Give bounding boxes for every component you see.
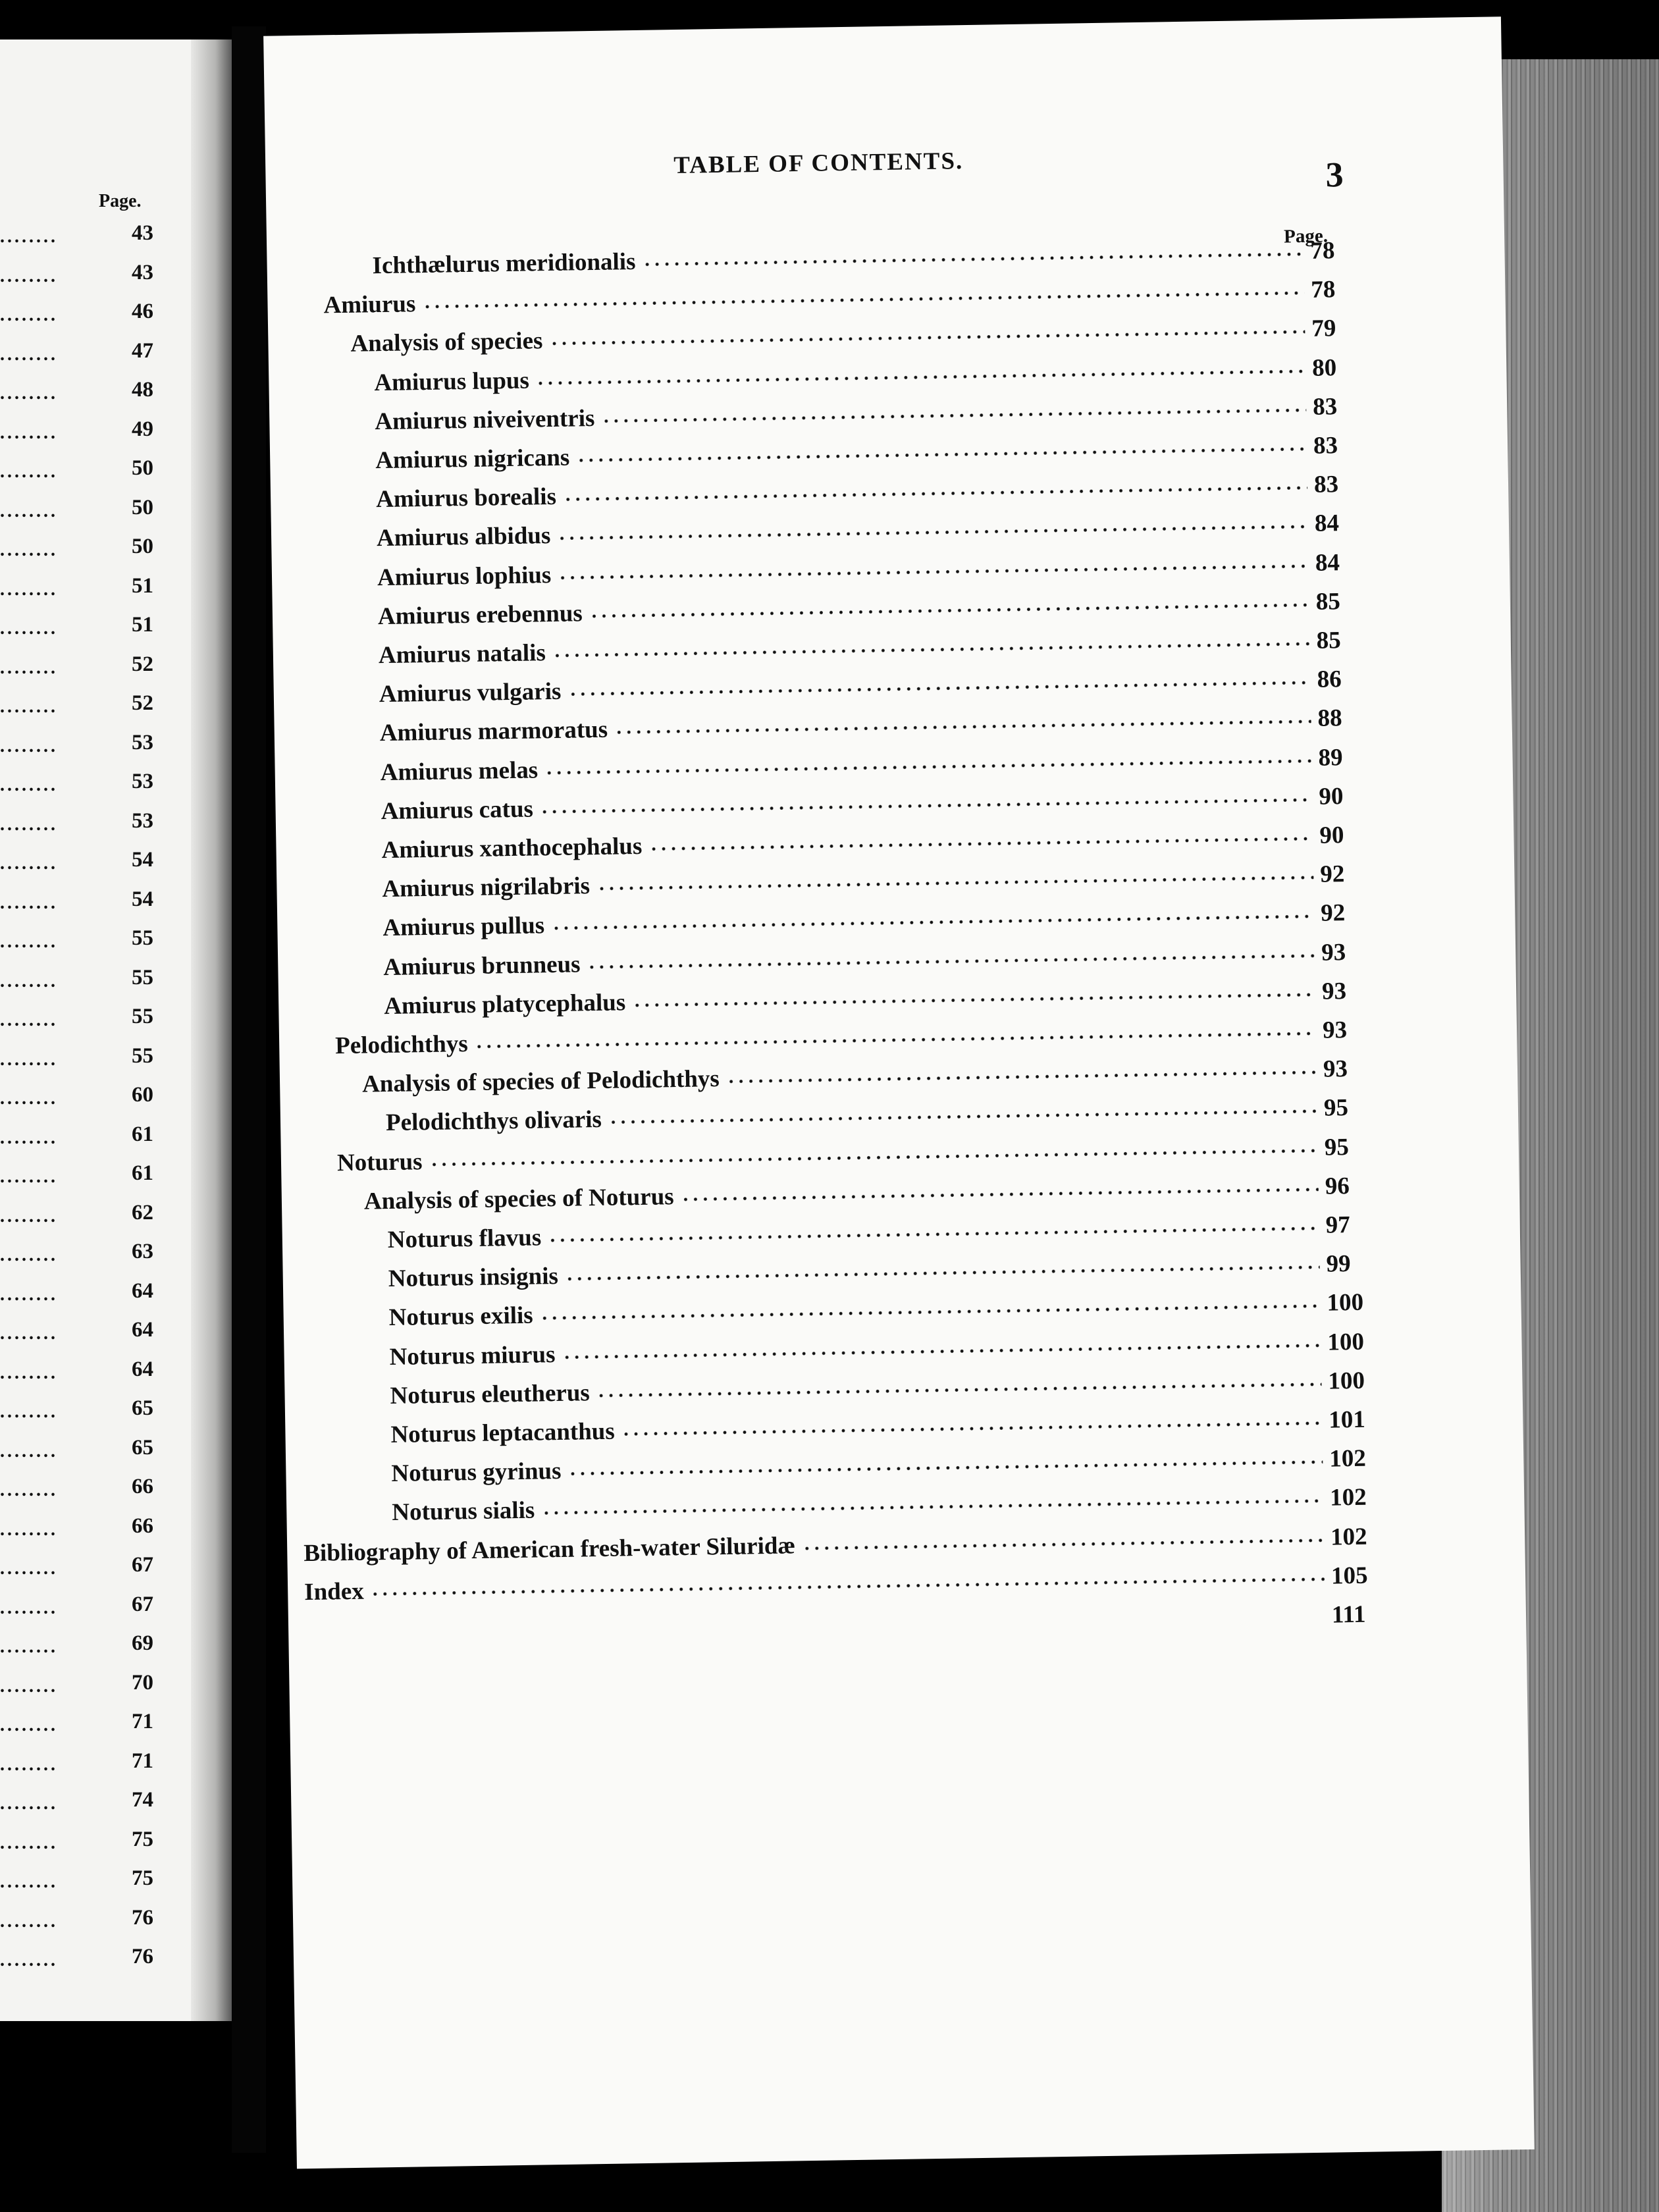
toc-entry-label: Noturus leptacanthus (390, 1417, 616, 1448)
leader-dots (726, 1070, 1317, 1084)
toc-entry-label: Analysis of species (350, 327, 543, 358)
left-page-number: 64 (132, 1357, 153, 1381)
toc-entry-label: Amiurus (323, 290, 416, 319)
leader-dots (558, 564, 1309, 580)
left-page-row (0, 1788, 184, 1814)
leader-dots (567, 681, 1310, 697)
leader-dots (552, 642, 1310, 658)
left-page-row (0, 496, 184, 522)
leader-dots (621, 1421, 1323, 1436)
leader-dots (475, 1032, 1316, 1049)
leader-dots: ........ (0, 853, 58, 874)
leader-dots (536, 369, 1305, 385)
leader-dots: ........ (0, 1010, 58, 1030)
toc-entry-page: 79 (1311, 315, 1336, 343)
left-page-number: 55 (132, 965, 153, 989)
left-page-row (0, 1906, 184, 1932)
leader-dots: ........ (0, 1362, 58, 1383)
toc-entry-label: Amiurus natalis (378, 639, 546, 670)
leader-dots: ........ (0, 305, 58, 325)
leader-dots: ........ (0, 970, 58, 991)
left-page-number: 55 (132, 1005, 153, 1028)
left-page-column-label: Page. (99, 191, 142, 211)
left-page-number: 70 (132, 1670, 153, 1695)
leader-dots (540, 798, 1313, 814)
toc-entry-page: 95 (1324, 1133, 1350, 1161)
left-page-row (0, 339, 184, 365)
left-page-number: 65 (132, 1396, 153, 1420)
page-title: TABLE OF CONTENTS. (673, 147, 964, 179)
left-page-number: 66 (132, 1514, 153, 1538)
leader-dots: ........ (0, 1832, 58, 1853)
leader-dots (587, 953, 1315, 968)
toc-entry-label: Amiurus marmoratus (379, 716, 608, 747)
leader-dots (565, 1265, 1320, 1281)
left-page-row (0, 1122, 184, 1149)
leader-dots (563, 486, 1307, 502)
toc-entry-page: 93 (1321, 938, 1346, 966)
left-page-number: 54 (132, 887, 153, 911)
leader-dots: ........ (0, 618, 58, 639)
toc-entry-page: 78 (1310, 237, 1335, 265)
left-page-row (0, 300, 184, 326)
toc-entry-page: 88 (1317, 704, 1342, 733)
toc-entry-label: Amiurus pullus (382, 912, 545, 942)
leader-dots: ........ (0, 422, 58, 443)
left-page-row (0, 1005, 184, 1031)
left-page-row (0, 261, 184, 287)
leader-dots (648, 837, 1313, 851)
left-page-row (0, 926, 184, 953)
left-page-number: 46 (132, 300, 153, 323)
toc-entry-page: 93 (1322, 1016, 1348, 1044)
leader-dots (608, 1109, 1317, 1124)
leader-dots (562, 1343, 1321, 1359)
leader-dots (540, 1304, 1321, 1321)
leader-dots (544, 758, 1311, 774)
toc-entry-label: Noturus (336, 1147, 423, 1176)
toc-entry-label: Ichthælurus meridionalis (372, 248, 636, 280)
left-page-number: 76 (132, 1905, 153, 1930)
leader-dots (548, 1226, 1319, 1242)
leader-dots: ........ (0, 1558, 58, 1579)
toc-entry-page: 92 (1319, 860, 1345, 888)
leader-dots (557, 525, 1308, 540)
toc-entry-label: Amiurus albidus (376, 522, 551, 552)
leader-dots: ........ (0, 1910, 58, 1932)
leader-dots: ........ (0, 1088, 58, 1109)
leader-dots (596, 876, 1313, 891)
leader-dots (422, 291, 1304, 309)
left-page-number: 53 (132, 808, 153, 833)
left-page-row (0, 652, 184, 679)
leader-dots: ........ (0, 1284, 58, 1305)
toc-entry-label: Pelodichthys olivaris (385, 1106, 602, 1137)
left-page-row (0, 1318, 184, 1344)
left-page-number: 69 (132, 1631, 153, 1655)
toc-entry-page: 83 (1313, 471, 1339, 498)
left-page-number: 55 (132, 1043, 153, 1068)
left-page-number: 53 (132, 770, 153, 793)
left-page-row (0, 613, 184, 639)
left-page-number: 71 (132, 1749, 153, 1773)
leader-dots: ........ (0, 1675, 58, 1697)
toc-entry-page: 78 (1311, 276, 1336, 304)
toc-entry-page: 80 (1311, 354, 1337, 382)
toc-entry-label: Amiurus erebennus (377, 600, 583, 630)
leader-dots: ........ (0, 1205, 58, 1226)
left-page-row (0, 1710, 184, 1736)
toc-entry-page: 86 (1317, 666, 1342, 693)
toc-entry-page: 100 (1328, 1367, 1365, 1395)
toc-entry-label: Amiurus lophius (377, 561, 552, 591)
toc-entry-label: Noturus gyrinus (391, 1458, 562, 1488)
leader-dots (551, 914, 1314, 930)
contents-page (263, 16, 1535, 2169)
left-page-number: 61 (132, 1161, 153, 1185)
left-page-row (0, 809, 184, 835)
left-page-row (0, 1279, 184, 1305)
toc-entry-label: Amiurus borealis (375, 483, 557, 514)
toc-entry-page: 95 (1323, 1094, 1349, 1122)
leader-dots: ........ (0, 1950, 58, 1970)
left-page-row (0, 221, 184, 248)
leader-dots: ........ (0, 1127, 58, 1148)
toc-entry-label: Amiurus nigricans (375, 444, 570, 475)
leader-dots: ........ (0, 1245, 58, 1265)
leader-dots: ........ (0, 461, 58, 482)
toc-entry-label: Amiurus melas (380, 756, 539, 786)
leader-dots: ........ (0, 814, 58, 835)
left-page-row (0, 1593, 184, 1619)
toc-entry-page: 99 (1326, 1250, 1351, 1278)
toc-entry-label: Noturus eleutherus (390, 1379, 591, 1409)
left-page-row (0, 1866, 184, 1893)
toc-entry-page: 84 (1315, 548, 1340, 577)
toc-entry-label: Amiurus lupus (374, 367, 530, 396)
left-page-number: 50 (132, 535, 153, 558)
left-page-row (0, 1553, 184, 1579)
leader-dots: ........ (0, 1793, 58, 1814)
left-page-number: 53 (132, 730, 153, 754)
left-page-row (0, 1945, 184, 1971)
left-page-row (0, 535, 184, 561)
leader-dots: ........ (0, 1872, 58, 1892)
left-page-number: 48 (132, 378, 153, 402)
toc-entry-label: Amiurus niveiventris (375, 404, 595, 435)
left-page-row (0, 887, 184, 914)
left-page-number: 64 (132, 1278, 153, 1303)
toc-entry-label: Amiurus catus (381, 795, 534, 825)
toc-entry-label: Amiurus platycephalus (383, 989, 626, 1020)
left-page-number: 49 (132, 417, 153, 441)
toc-entry-label: Noturus insignis (388, 1263, 559, 1293)
toc-entry-page: 90 (1319, 782, 1344, 810)
toc-entry-label: Noturus sialis (392, 1496, 535, 1527)
leader-dots: ........ (0, 579, 58, 600)
left-page-row (0, 966, 184, 992)
left-page-row (0, 1749, 184, 1776)
left-page-row (0, 691, 184, 718)
left-page-number: 54 (132, 848, 153, 872)
toc-entry-page: 84 (1314, 510, 1340, 538)
left-page-number: 75 (132, 1827, 153, 1851)
leader-dots (642, 252, 1304, 267)
left-page-row (0, 848, 184, 874)
leader-dots: ........ (0, 1637, 58, 1657)
left-page-row (0, 1161, 184, 1188)
toc-entry-page: 85 (1315, 587, 1341, 616)
left-page-row (0, 1201, 184, 1227)
toc-entry-page: 90 (1319, 822, 1344, 849)
left-page-number: 75 (132, 1866, 153, 1890)
toc-entry-label: Bibliography of American fresh-water Siluridæ (303, 1531, 796, 1567)
left-page-number: 65 (132, 1435, 153, 1460)
toc-entry-page: 96 (1325, 1172, 1350, 1200)
left-page-number: 52 (132, 691, 153, 715)
toc-entry-page: 105 (1330, 1562, 1368, 1590)
leader-dots (549, 330, 1305, 346)
toc-entry-page: 93 (1321, 977, 1347, 1005)
toc-entry-page: 83 (1312, 393, 1338, 421)
left-page-row (0, 1240, 184, 1266)
left-page-number: 50 (132, 456, 153, 480)
leader-dots: ........ (0, 1402, 58, 1422)
left-page-number: 74 (132, 1788, 153, 1812)
book-spine (232, 26, 266, 2153)
toc-entry-page: 100 (1327, 1328, 1365, 1356)
left-page-number: 52 (132, 652, 153, 676)
leader-dots (371, 1577, 1325, 1596)
left-page-number: 51 (132, 573, 153, 598)
left-page-row (0, 574, 184, 600)
toc-entry-page: 83 (1313, 432, 1338, 460)
leader-dots: ........ (0, 1323, 58, 1344)
leader-dots: ........ (0, 265, 58, 286)
left-page-number: 60 (132, 1083, 153, 1107)
left-page-number: 76 (132, 1945, 153, 1968)
leader-dots: ........ (0, 697, 58, 717)
left-page-number: 66 (132, 1475, 153, 1498)
leader-dots: ........ (0, 775, 58, 795)
toc-entry-page: 111 (1331, 1600, 1366, 1629)
left-page-row (0, 1083, 184, 1109)
left-page-row (0, 1044, 184, 1070)
leader-dots: ........ (0, 344, 58, 365)
leader-dots: ........ (0, 1167, 58, 1187)
toc-entry-label: Noturus miurus (389, 1340, 556, 1371)
leader-dots: ........ (0, 735, 58, 756)
toc-entry-page: 100 (1327, 1289, 1364, 1317)
leader-dots: ........ (0, 1715, 58, 1735)
left-page-number: 47 (132, 338, 153, 363)
left-page-number: 67 (132, 1592, 153, 1616)
leader-dots: ........ (0, 500, 58, 521)
left-page-row (0, 731, 184, 757)
leader-dots (429, 1148, 1318, 1166)
toc-entry-page: 102 (1330, 1523, 1367, 1551)
toc-entry-page: 89 (1318, 743, 1343, 772)
toc-entry-label: Pelodichthys (334, 1030, 468, 1060)
toc-entry-page: 102 (1329, 1444, 1367, 1473)
toc-entry-label: Analysis of species of Pelodichthys (361, 1065, 720, 1098)
leader-dots: ........ (0, 383, 58, 404)
left-page-number: 64 (132, 1318, 153, 1342)
leader-dots (567, 1460, 1323, 1476)
leader-dots: ........ (0, 932, 58, 952)
left-page-gutter (191, 40, 232, 2021)
left-page-number: 67 (132, 1553, 153, 1577)
page-column-label: Page. (1283, 225, 1329, 248)
left-page-row (0, 1475, 184, 1501)
leader-dots (541, 1499, 1323, 1515)
toc-entry-label: Amiurus xanthocephalus (381, 832, 643, 864)
leader-dots: ........ (0, 1440, 58, 1462)
leader-dots: ........ (0, 1519, 58, 1540)
left-page-number: 62 (132, 1200, 153, 1224)
toc-entry-label: Analysis of species of Noturus (363, 1182, 674, 1215)
leader-dots: ........ (0, 892, 58, 913)
left-page-row (0, 1828, 184, 1854)
toc-entry-page: 93 (1323, 1055, 1348, 1083)
toc-entry-label: Index (303, 1577, 365, 1606)
leader-dots (681, 1188, 1319, 1201)
leader-dots (601, 408, 1306, 423)
toc-entry-page: 102 (1329, 1484, 1367, 1512)
leader-dots: ........ (0, 657, 58, 678)
leader-dots (614, 720, 1311, 735)
left-page-number: 71 (132, 1710, 153, 1733)
leader-dots: ........ (0, 540, 58, 560)
left-page-number: 43 (132, 221, 153, 245)
toc-entry-page: 92 (1320, 899, 1346, 928)
left-page-row (0, 1631, 184, 1658)
leader-dots: ........ (0, 1049, 58, 1070)
left-page-row (0, 1671, 184, 1697)
leader-dots (576, 447, 1307, 462)
toc-entry-page: 101 (1329, 1406, 1366, 1434)
left-page-row (0, 417, 184, 444)
leader-dots: ........ (0, 1597, 58, 1618)
left-page-row (0, 378, 184, 404)
toc-entry-label: Amiurus vulgaris (379, 677, 562, 708)
leader-dots (632, 993, 1315, 1007)
leader-dots (589, 603, 1309, 618)
page-number: 3 (1325, 155, 1344, 195)
toc-entry-page: 97 (1325, 1211, 1351, 1239)
toc-entry-label: Noturus exilis (388, 1302, 533, 1332)
leader-dots (596, 1382, 1322, 1398)
left-page-number: 50 (132, 495, 153, 519)
left-page-number: 61 (132, 1122, 153, 1146)
left-page-row (0, 1514, 184, 1540)
left-page-row (0, 1396, 184, 1423)
left-page-number: 43 (132, 260, 153, 284)
left-page-row (0, 1436, 184, 1462)
left-page-row (0, 1357, 184, 1384)
leader-dots: ........ (0, 1754, 58, 1775)
left-page-number: 51 (132, 613, 153, 637)
toc-entry-page: 85 (1316, 627, 1342, 654)
leader-dots: ........ (0, 226, 58, 247)
toc-entry-label: Noturus flavus (387, 1224, 542, 1254)
left-page-row (0, 770, 184, 796)
left-page-row (0, 456, 184, 483)
toc-entry-label: Amiurus brunneus (383, 950, 581, 981)
toc-entry-label: Amiurus nigrilabris (382, 872, 591, 903)
leader-dots: ........ (0, 1480, 58, 1500)
left-page-number: 55 (132, 926, 153, 950)
left-page-number: 63 (132, 1240, 153, 1263)
leader-dots (802, 1538, 1324, 1550)
